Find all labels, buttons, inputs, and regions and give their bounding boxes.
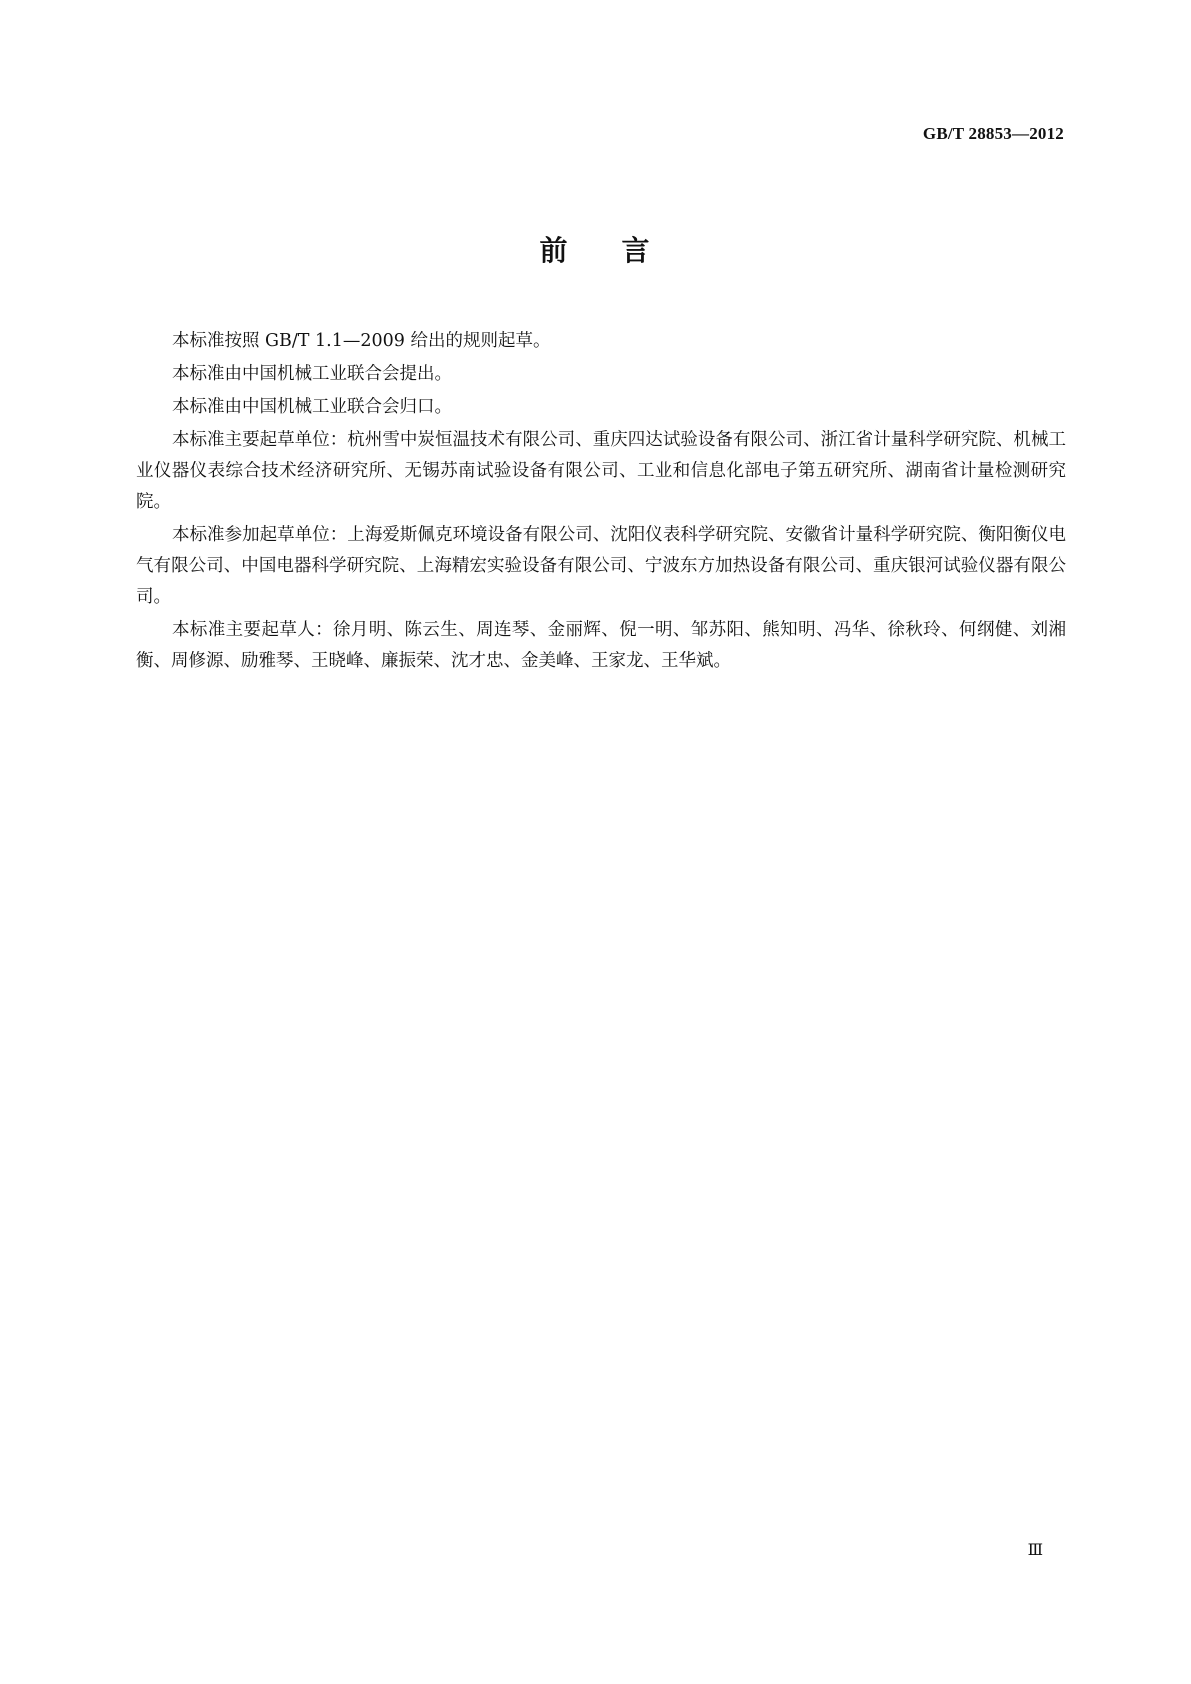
paragraph-participating-units: 本标准参加起草单位：上海爱斯佩克环境设备有限公司、沈阳仪表科学研究院、安徽省计量科学研究院、衡阳衡仪电气有限公司、中国电器科学研究院、上海精宏实验设备有限公司、宁波东方加热设备有限公司、重庆银河试验仪器有限公司。 bbox=[136, 525, 1066, 607]
page-title bbox=[0, 229, 1191, 269]
title-char-1: 前 bbox=[539, 234, 570, 267]
paragraph-drafting-rules: 本标准按照 GB/T 1.1—2009 给出的规则起草。 bbox=[172, 331, 551, 351]
standard-code: GB/T 28853—2012 bbox=[922, 124, 1064, 143]
paragraph-main-drafters: 本标准主要起草人：徐月明、陈云生、周连琴、金丽辉、倪一明、邹苏阳、熊知明、冯华、徐秋玲、何纲健、刘湘衡、周修源、励雅琴、王晓峰、廉振荣、沈才忠、金美峰、王家龙、王华斌。 bbox=[136, 620, 1066, 671]
title-char-2: 言 bbox=[621, 234, 652, 267]
paragraph-proposed-by: 本标准由中国机械工业联合会提出。 bbox=[172, 364, 452, 384]
page-number: Ⅲ bbox=[1027, 1542, 1043, 1559]
foreword-body bbox=[136, 326, 1066, 679]
paragraph-main-drafting-units: 本标准主要起草单位：杭州雪中炭恒温技术有限公司、重庆四达试验设备有限公司、浙江省计量科学研究院、机械工业仪器仪表综合技术经济研究所、无锡苏南试验设备有限公司、工业和信息化部电子第五研究所、湖南省计量检测研究院。 bbox=[136, 430, 1066, 512]
paragraph-under-jurisdiction: 本标准由中国机械工业联合会归口。 bbox=[172, 397, 452, 417]
